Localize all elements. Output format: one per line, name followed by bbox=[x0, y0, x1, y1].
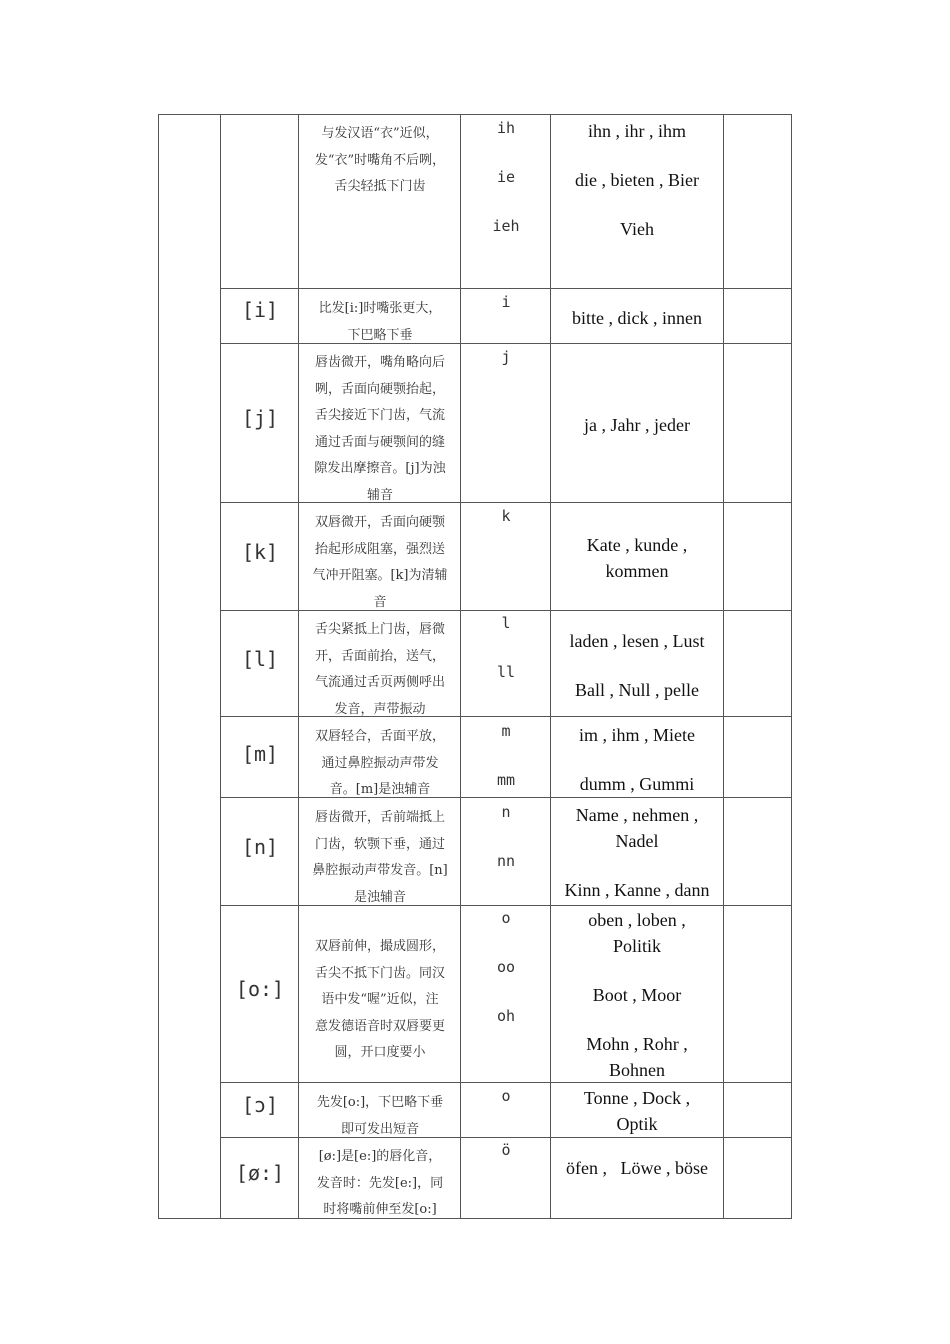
spelling: l bbox=[501, 614, 511, 632]
description-line: 辅音 bbox=[366, 487, 393, 503]
examples-cell bbox=[553, 118, 721, 242]
example-line: Kate , kunde , bbox=[586, 535, 688, 555]
example-line: Vieh bbox=[620, 219, 654, 239]
description-line: 舌尖轻抵下门齿 bbox=[334, 179, 426, 194]
description-cell bbox=[305, 805, 455, 911]
example-line: Kinn , Kanne , dann bbox=[564, 880, 710, 900]
phoneme-label: [k] bbox=[241, 540, 279, 564]
spelling: ih bbox=[496, 119, 516, 137]
example-line: Name , nehmen , bbox=[575, 805, 699, 825]
examples-cell bbox=[553, 722, 721, 797]
description-line: 语中发“喔”近似，注 bbox=[321, 992, 439, 1007]
example-line: Mohn , Rohr , bbox=[586, 1034, 688, 1054]
spelling-cell bbox=[462, 278, 550, 327]
description-cell bbox=[305, 350, 455, 509]
description-line: 鼻腔振动声带发音。[n] bbox=[312, 863, 448, 878]
spelling: i bbox=[501, 293, 511, 311]
example-line: Nadel bbox=[615, 831, 659, 851]
description-line: 咧，舌面向硬颚抬起， bbox=[314, 381, 445, 397]
description-cell bbox=[305, 121, 455, 201]
table-border-bottom bbox=[158, 1218, 792, 1219]
example-line: Optik bbox=[616, 1114, 658, 1134]
phoneme-label: [i] bbox=[241, 298, 279, 322]
description-cell bbox=[305, 1090, 455, 1143]
spelling-cell bbox=[462, 104, 550, 251]
column-divider bbox=[298, 114, 299, 1219]
description-line: [ø:]是[e:]的唇化音， bbox=[318, 1149, 442, 1164]
description-line: 音 bbox=[373, 594, 387, 610]
spelling-cell bbox=[462, 333, 550, 382]
spelling: k bbox=[501, 507, 511, 525]
description-line: 圆，开口度要小 bbox=[334, 1045, 426, 1060]
spelling: oo bbox=[496, 958, 516, 976]
description-cell bbox=[305, 296, 455, 349]
example-line: die , bieten , Bier bbox=[575, 170, 699, 190]
phoneme-label: [m] bbox=[241, 742, 279, 766]
example-line: ja , Jahr , jeder bbox=[584, 415, 690, 435]
spelling-cell bbox=[462, 599, 550, 697]
description-line: 与发汉语“衣”近似， bbox=[321, 126, 439, 141]
spelling: j bbox=[501, 348, 511, 366]
description-line: 唇齿微开，嘴角略向后 bbox=[314, 355, 445, 370]
description-line: 气冲开阻塞。[k]为清辅 bbox=[312, 568, 448, 583]
description-cell bbox=[305, 617, 455, 723]
example-line: bitte , dick , innen bbox=[572, 308, 702, 328]
phoneme-label: [o:] bbox=[235, 977, 285, 1001]
example-line: ihn , ihr , ihm bbox=[588, 121, 686, 141]
description-line: 发音，声带振动 bbox=[334, 701, 426, 717]
examples-cell bbox=[553, 628, 721, 703]
description-line: 舌尖不抵下门齿。同汉 bbox=[314, 965, 445, 981]
description-cell bbox=[305, 510, 455, 616]
example-line: Politik bbox=[612, 936, 661, 956]
column-divider bbox=[723, 114, 724, 1219]
description-line: 舌尖紧抵上门齿，唇微 bbox=[314, 622, 445, 637]
spelling-cell bbox=[462, 788, 550, 886]
spelling: o bbox=[501, 909, 511, 927]
spelling: n bbox=[501, 803, 511, 821]
description-line: 发音时：先发[e:]，同 bbox=[316, 1175, 444, 1191]
description-line: 下巴略下垂 bbox=[347, 327, 413, 343]
example-line: öfen , Löwe , böse bbox=[566, 1158, 708, 1178]
spelling: ö bbox=[501, 1141, 511, 1159]
description-line: 意发德语音时双唇要更 bbox=[314, 1018, 445, 1034]
examples-cell bbox=[553, 532, 721, 584]
description-line: 通过舌面与硬颚间的缝 bbox=[314, 434, 445, 450]
spelling-cell bbox=[462, 894, 550, 1041]
column-divider bbox=[460, 114, 461, 1219]
description-line: 双唇微开，舌面向硬颚 bbox=[314, 515, 445, 530]
example-line: Bohnen bbox=[609, 1060, 665, 1080]
example-line: Tonne , Dock , bbox=[583, 1088, 691, 1108]
examples-cell bbox=[553, 305, 721, 331]
column-divider bbox=[220, 114, 221, 1219]
description-line: 开，舌面前抬，送气， bbox=[314, 648, 445, 664]
description-line: 即可发出短音 bbox=[340, 1121, 419, 1137]
examples-cell bbox=[553, 1155, 721, 1181]
example-line: Ball , Null , pelle bbox=[575, 680, 699, 700]
description-line: 发“衣”时嘴角不后咧， bbox=[314, 152, 446, 168]
description-line: 比发[i:]时嘴张更大， bbox=[318, 301, 442, 316]
description-line: 唇齿微开，舌前端抵上 bbox=[314, 810, 445, 825]
phoneme-label: [ɔ] bbox=[241, 1093, 279, 1117]
description-line: 气流通过舌页两侧呼出 bbox=[314, 675, 445, 690]
description-line: 舌尖接近下门齿，气流 bbox=[314, 408, 445, 423]
spelling: m bbox=[501, 722, 511, 740]
examples-cell bbox=[553, 802, 721, 903]
spelling: ie bbox=[496, 168, 516, 186]
spelling: nn bbox=[496, 852, 516, 870]
description-line: 时将嘴前伸至发[o:] bbox=[323, 1202, 437, 1217]
spelling: mm bbox=[496, 771, 516, 789]
description-line: 双唇轻合，舌面平放， bbox=[314, 729, 445, 744]
description-line: 门齿，软颚下垂，通过 bbox=[314, 836, 445, 852]
example-line: kommen bbox=[605, 561, 669, 581]
table-border-right bbox=[791, 114, 792, 1219]
table-border-left bbox=[158, 114, 159, 1219]
description-cell bbox=[305, 724, 455, 804]
examples-cell bbox=[553, 1085, 721, 1137]
description-line: 音。[m]是浊辅音 bbox=[329, 782, 431, 797]
spelling-cell bbox=[462, 1126, 550, 1175]
examples-cell bbox=[553, 907, 721, 1083]
phoneme-label: [j] bbox=[241, 406, 279, 430]
description-cell bbox=[305, 1144, 455, 1224]
description-line: 抬起形成阻塞，强烈送 bbox=[314, 541, 445, 557]
spelling: o bbox=[501, 1087, 511, 1105]
example-line: Boot , Moor bbox=[592, 985, 682, 1005]
spelling: oh bbox=[496, 1007, 516, 1025]
description-line: 是浊辅音 bbox=[353, 889, 406, 905]
spelling: ll bbox=[496, 663, 516, 681]
example-line: laden , lesen , Lust bbox=[569, 631, 705, 651]
description-cell bbox=[305, 934, 455, 1067]
phoneme-label: [ø:] bbox=[235, 1161, 285, 1185]
examples-cell bbox=[553, 412, 721, 438]
example-line: dumm , Gummi bbox=[579, 774, 695, 794]
phoneme-label: [n] bbox=[241, 835, 279, 859]
description-line: 先发[o:]，下巴略下垂 bbox=[316, 1095, 444, 1110]
phoneme-label: [l] bbox=[241, 647, 279, 671]
description-line: 双唇前伸，撮成圆形， bbox=[314, 939, 445, 954]
description-line: 通过鼻腔振动声带发 bbox=[321, 755, 439, 771]
example-line: oben , loben , bbox=[588, 910, 686, 930]
column-divider bbox=[550, 114, 551, 1219]
example-line: im , ihm , Miete bbox=[579, 725, 695, 745]
spelling: ieh bbox=[492, 217, 520, 235]
description-line: 隙发出摩擦音。[j]为浊 bbox=[314, 461, 446, 476]
spelling-cell bbox=[462, 1072, 550, 1121]
spelling-cell bbox=[462, 492, 550, 541]
